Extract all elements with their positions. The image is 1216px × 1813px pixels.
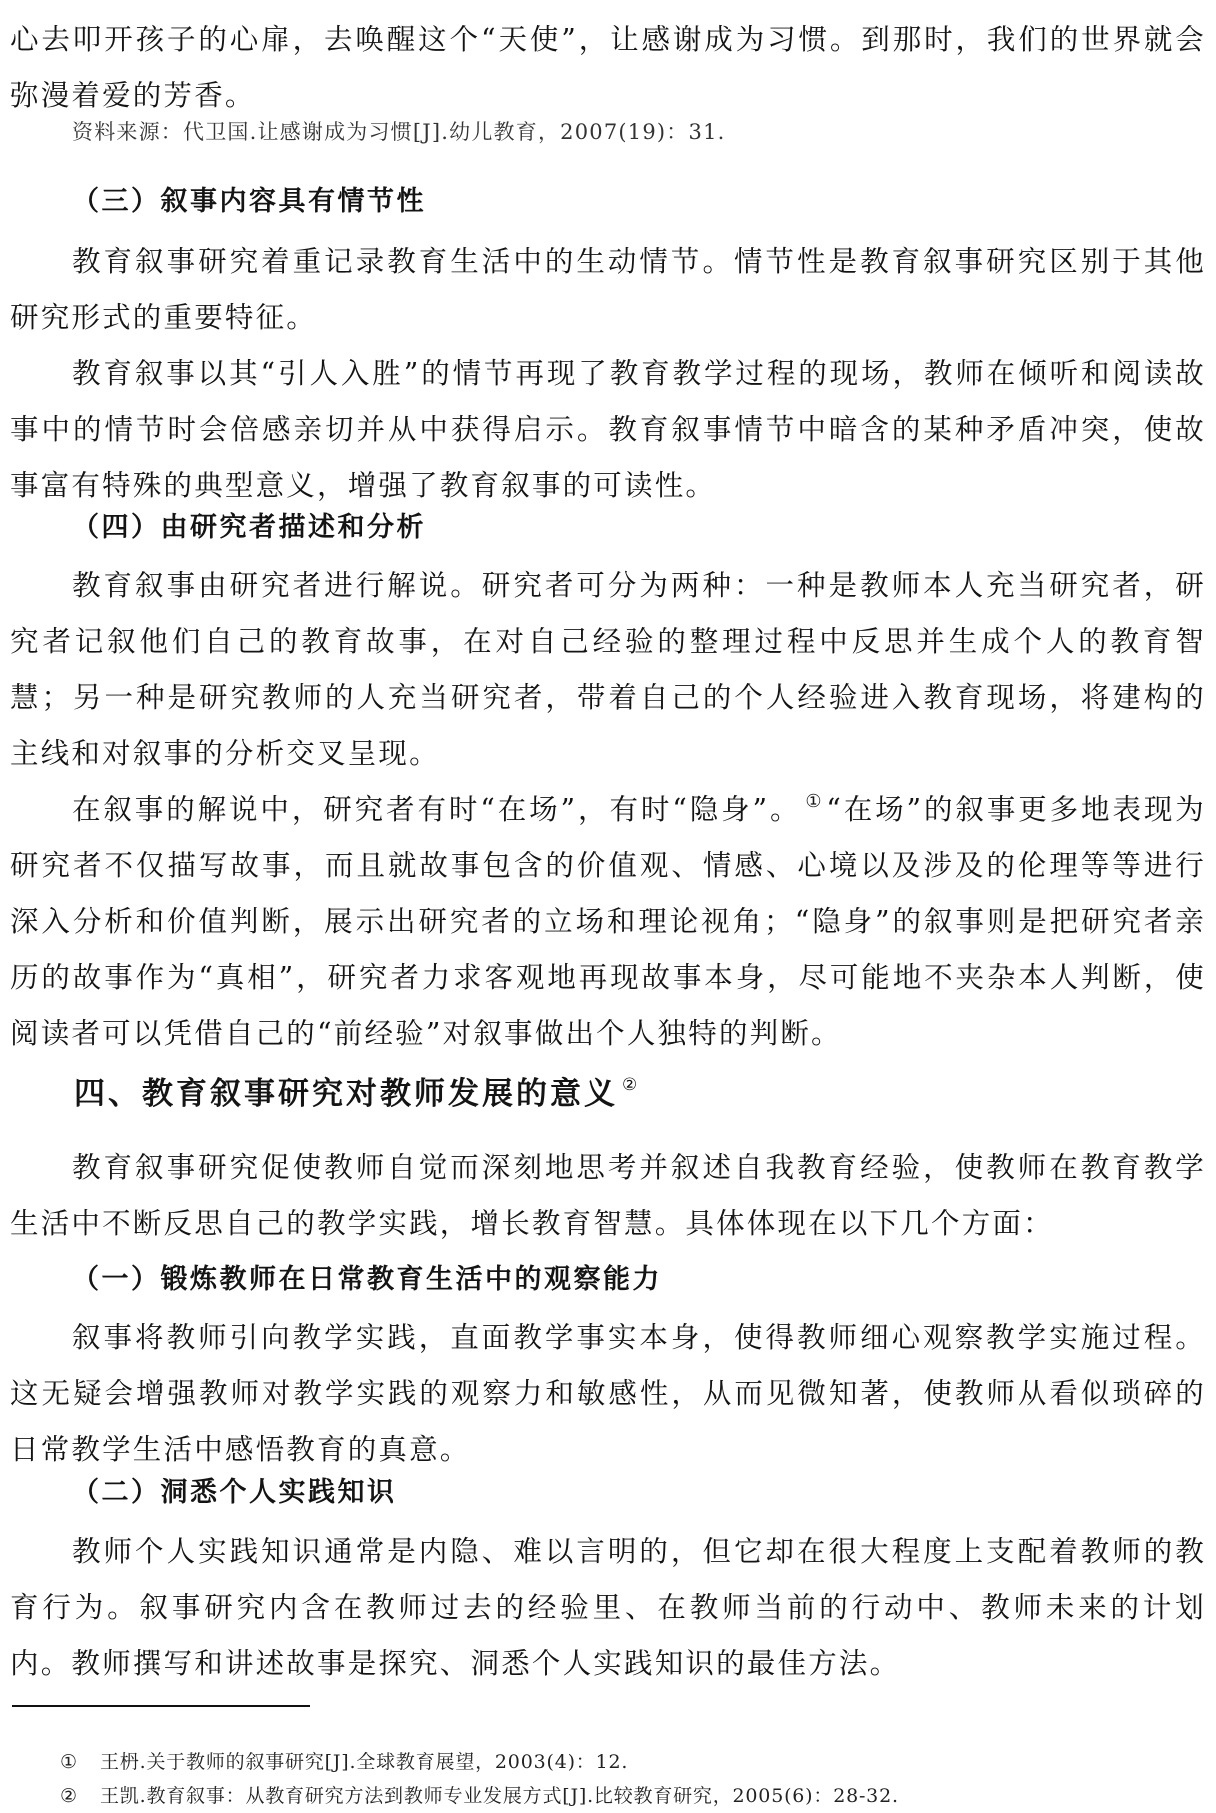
paragraph: 教育叙事研究着重记录教育生活中的生动情节。情节性是教育叙事研究区别于其他研究形式的重要特征。 (10, 245, 1206, 334)
subheading-2: （二）洞悉个人实践知识 (72, 1477, 397, 1508)
subheading-3: （三）叙事内容具有情节性 (72, 186, 426, 217)
paragraph-text: “在场”的叙事更多地表现为研究者不仅描写故事，而且就故事包含的价值观、情感、心境以及涉及的伦理等等进行深入分析和价值判断，展示出研究者的立场和理论视角；“隐身”的叙事则是把研究者亲历的故事作为“真相”，研究者力求客观地再现故事本身，尽可能地不夹杂本人判断，使阅读者可以凭借自己的“前经验”对叙事做出个人独特的判断。 (10, 793, 1206, 1050)
paragraph: 教师个人实践知识通常是内隐、难以言明的，但它却在很大程度上支配着教师的教育行为。叙事研究内含在教师过去的经验里、在教师当前的行动中、教师未来的计划内。教师撰写和讲述故事是探究、洞悉个人实践知识的最佳方法。 (10, 1535, 1206, 1680)
section-heading (74, 1063, 637, 1116)
footnote-1 (60, 1748, 628, 1776)
paragraph-continued: 心去叩开孩子的心扉，去唤醒这个“天使”，让感谢成为习惯。到那时，我们的世界就会弥漫着爱的芳香。 (10, 23, 1206, 112)
footnote-text: 王凯.教育叙事：从教育研究方法到教师专业发展方式[J].比较教育研究，2005(6)：28-32. (100, 1785, 899, 1807)
subheading-4: （四）由研究者描述和分析 (72, 512, 426, 543)
paragraph-text: 在叙事的解说中，研究者有时“在场”，有时“隐身”。 (72, 793, 802, 826)
footnote-divider (12, 1705, 310, 1707)
footnote-2 (60, 1782, 899, 1810)
footnote-ref-1[interactable]: ① (805, 791, 823, 812)
footnote-mark: ① (60, 1751, 78, 1773)
footnote-ref-2[interactable]: ② (622, 1075, 638, 1095)
subheading-1: （一）锻炼教师在日常教育生活中的观察能力 (72, 1264, 662, 1295)
paragraph: 教育叙事以其“引人入胜”的情节再现了教育教学过程的现场，教师在倾听和阅读故事中的情节时会倍感亲切并从中获得启示。教育叙事情节中暗含的某种矛盾冲突，使故事富有特殊的典型意义，增强了教育叙事的可读性。 (10, 357, 1206, 502)
section-title: 四、教育叙事研究对教师发展的意义 (74, 1076, 618, 1112)
footnote-mark: ② (60, 1785, 78, 1807)
paragraph: 叙事将教师引向教学实践，直面教学事实本身，使得教师细心观察教学实施过程。这无疑会增强教师对教学实践的观察力和敏感性，从而见微知著，使教师从看似琐碎的日常教学生活中感悟教育的真意。 (10, 1321, 1206, 1466)
paragraph: 教育叙事研究促使教师自觉而深刻地思考并叙述自我教育经验，使教师在教育教学生活中不断反思自己的教学实践，增长教育智慧。具体体现在以下几个方面： (10, 1151, 1206, 1240)
paragraph (10, 774, 1206, 1062)
source-citation: 资料来源：代卫国.让感谢成为习惯[J].幼儿教育，2007(19)：31. (72, 120, 726, 144)
paragraph: 教育叙事由研究者进行解说。研究者可分为两种：一种是教师本人充当研究者，研究者记叙他们自己的教育故事，在对自己经验的整理过程中反思并生成个人的教育智慧；另一种是研究教师的人充当研究者，带着自己的个人经验进入教育现场，将建构的主线和对叙事的分析交叉呈现。 (10, 569, 1206, 770)
footnote-text: 王枬.关于教师的叙事研究[J].全球教育展望，2003(4)：12. (100, 1751, 629, 1773)
